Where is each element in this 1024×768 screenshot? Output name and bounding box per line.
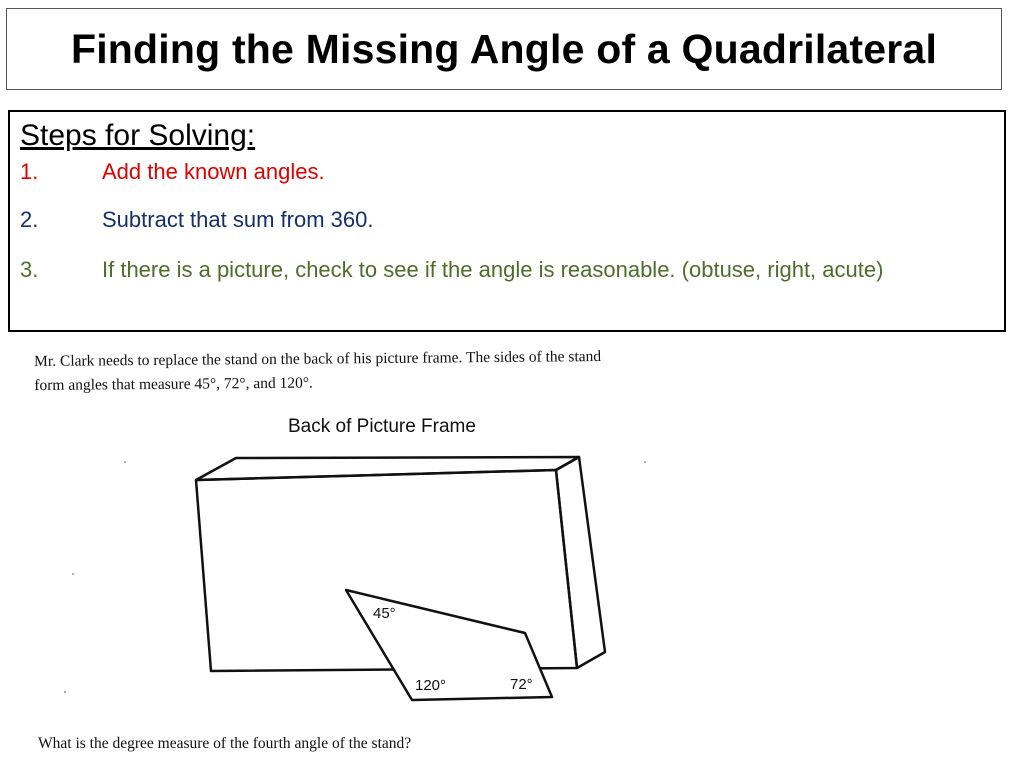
- angle-label-72: 72°: [510, 676, 533, 693]
- slide-title: Finding the Missing Angle of a Quadrilateral: [70, 25, 938, 72]
- step-number: 2.: [20, 207, 39, 232]
- figure-title: Back of Picture Frame: [288, 416, 476, 437]
- scan-speck: [644, 461, 646, 463]
- angle-label-120: 120°: [415, 677, 447, 694]
- steps-heading: Steps for Solving:: [20, 119, 256, 152]
- step-number: 3.: [20, 257, 39, 282]
- question-text: What is the degree measure of the fourth angle of the stand?: [38, 735, 412, 752]
- step-text: Subtract that sum from 360.: [102, 207, 374, 232]
- step-text: Add the known angles.: [102, 159, 325, 184]
- scan-speck: [72, 573, 74, 575]
- problem-line-2: form angles that measure 45°, 72°, and 120°.: [34, 374, 313, 394]
- step-text: If there is a picture, check to see if the angle is reasonable. (obtuse, right, acute): [102, 257, 884, 282]
- scan-speck: [124, 461, 126, 463]
- problem-line-1: Mr. Clark needs to replace the stand on the back of his picture frame. The sides of the stand: [34, 348, 602, 370]
- scan-speck: [64, 691, 66, 693]
- angle-label-45: 45°: [373, 605, 396, 622]
- step-number: 1.: [20, 159, 39, 184]
